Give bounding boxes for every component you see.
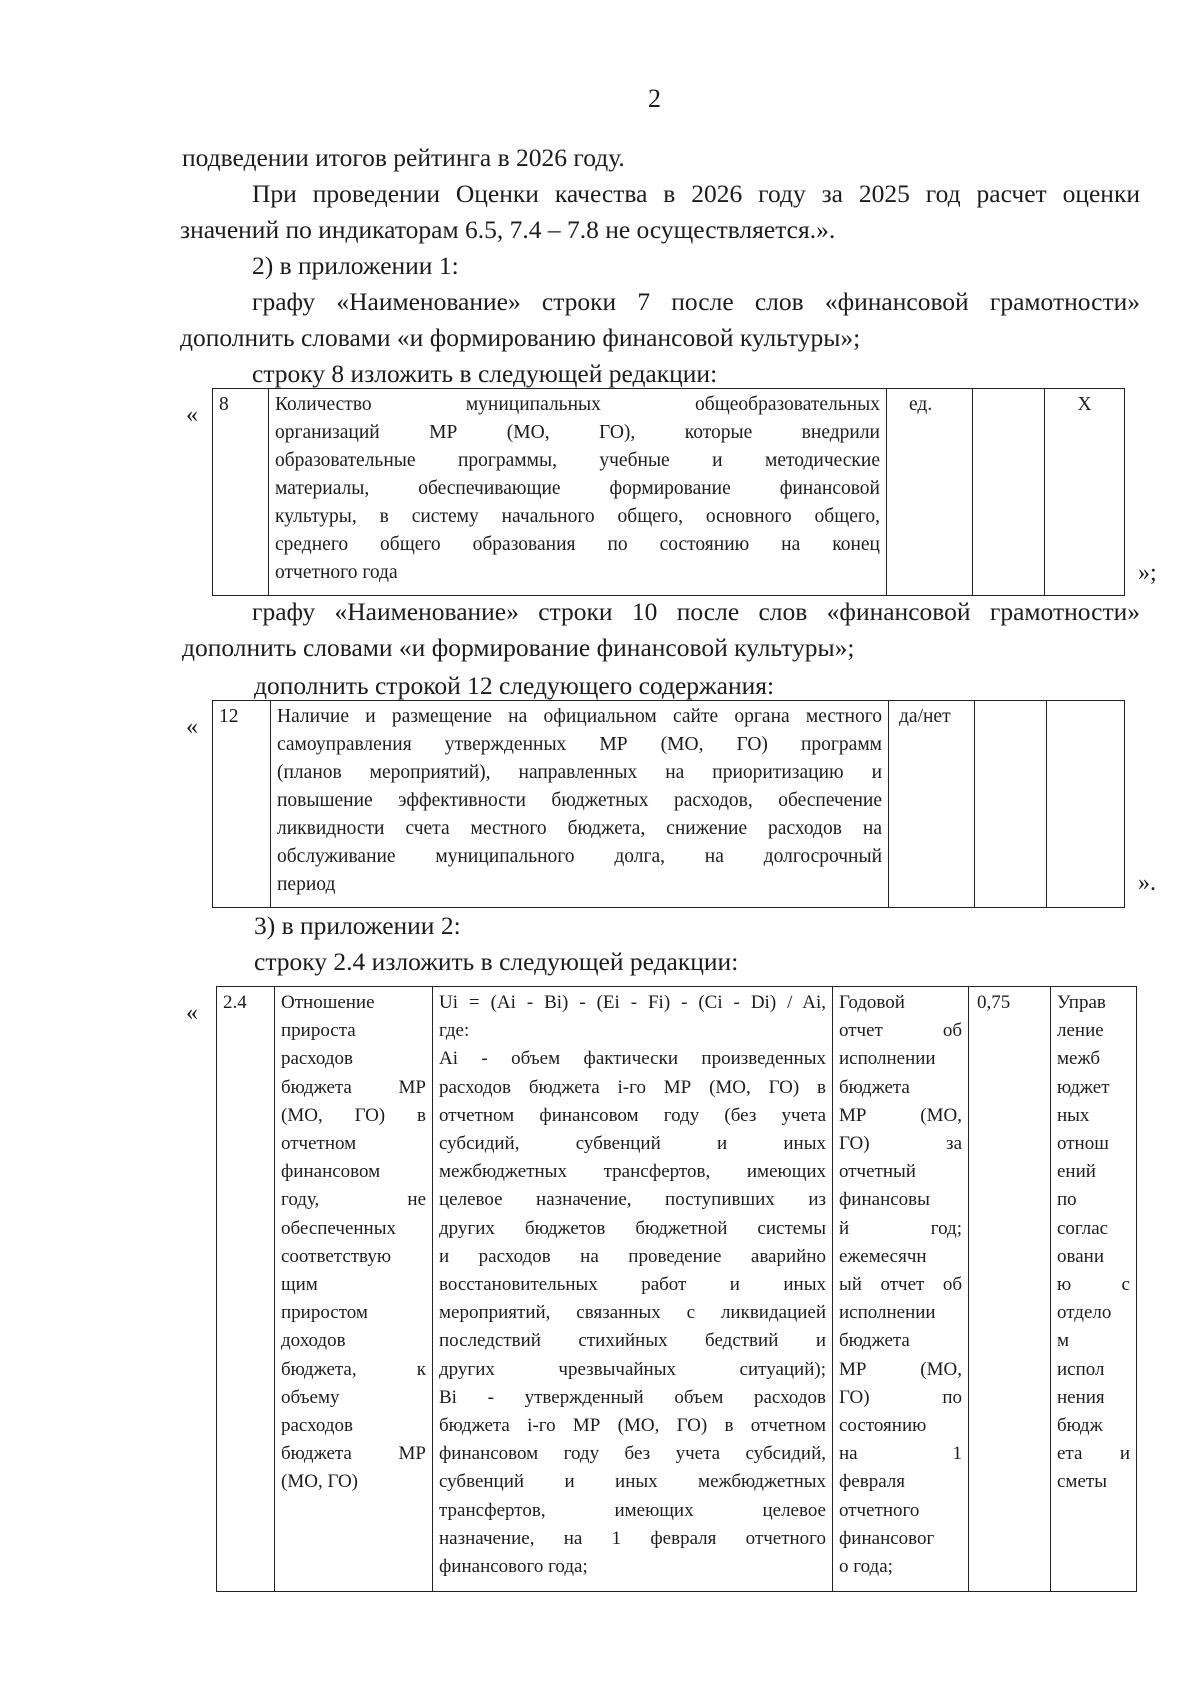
cell-line: приростом [281,1302,368,1324]
cell-line: м [1057,1330,1070,1352]
text-line: строку 2.4 изложить в следующей редакции: [254,947,739,976]
cell-line: ление [1057,1020,1104,1042]
cell-line: финансового года; [439,1556,588,1578]
cell-line: обеспеченных [281,1217,396,1239]
cell-line: бюджета [839,1076,910,1098]
cell-line: испол [1057,1358,1105,1380]
text-line: графу «Наименование» строки 10 после слов «финансовой грамотности» [252,597,1140,626]
cell-line: других чрезвычайных ситуаций); [439,1358,826,1380]
row-number: 2.4 [217,987,275,1592]
open-quote: « [186,402,198,428]
page-number: 2 [648,84,661,113]
unit: ед. [887,389,973,596]
cell-line: Управ [1057,992,1106,1013]
cell-line: период [277,874,336,895]
cell-line: трансфертов, имеющих целевое [439,1499,826,1521]
text-line: При проведении Оценки качества в 2026 году за 2025 год расчет оценки [252,179,1140,208]
cell-line: отчетного [839,1499,920,1521]
text-line: подведении итогов рейтинга в 2026 году. [182,143,625,172]
cell-line: Bi - утвержденный объем расходов [439,1386,826,1408]
cell-line: ликвидности счета местного бюджета, снижение расходов на [277,818,882,839]
cell-line: материалы, обеспечивающие формирование финансовой [275,478,880,499]
text-line: строку 8 изложить в следующей редакции: [252,359,718,388]
cell-line: о года; [839,1556,893,1578]
text-line: дополнить словами «и формирование финансовой культуры»; [182,633,855,662]
cell-line: восстановительных работ и иных [439,1274,826,1296]
cell-line: расходов [281,1048,353,1070]
cell-line: целевое назначение, поступивших из [439,1189,826,1211]
indicator-name [271,701,889,908]
cell-line: исполнении [839,1048,936,1070]
cell-line: состоянию [839,1415,927,1437]
cell-line: (МО, ГО) в [281,1104,426,1126]
mark-cell: Х [1045,389,1125,596]
cell-line: ных [1057,1104,1090,1126]
cell-line: ГО) по [839,1386,962,1408]
cell-line: бюджета i-го МР (МО, ГО) в отчетном [439,1415,826,1437]
cell-line: мероприятий, связанных с ликвидацией [439,1302,826,1324]
cell-line: на 1 [839,1443,962,1465]
cell-line: межбюджетных трансфертов, имеющих [439,1161,826,1183]
cell-line: юджет [1057,1076,1110,1098]
indicator-name [275,987,433,1592]
cell-line: бюджета МР [281,1076,426,1098]
cell-line: Наличие и размещение на официальном сайте органа местного [277,706,882,727]
cell-line: ежемесячн [839,1245,927,1267]
text-line: графу «Наименование» строки 7 после слов «финансовой грамотности» [252,287,1140,316]
cell-line: бюджета МР [281,1443,426,1465]
text-line: значений по индикаторам 6.5, 7.4 – 7.8 не осуществляется.». [180,215,836,244]
indicator-name [269,389,887,596]
cell-line: финансовом [281,1161,381,1183]
close-quote: ». [1138,870,1156,896]
cell-line: МР (МО, [839,1104,962,1126]
cell-line: назначение, на 1 февраля отчетного [439,1527,826,1549]
cell-line: бюджета, к [281,1358,426,1380]
close-quote: »; [1138,560,1157,586]
cell-line: расходов бюджета i-го МР (МО, ГО) в [439,1076,826,1098]
text-line: дополнить строкой 12 следующего содержания: [254,671,775,700]
cell-line: ю с [1057,1274,1130,1296]
cell-line: обслуживание муниципального долга, на долгосрочный [277,846,882,867]
cell-line: культуры, в систему начального общего, основного общего, [275,506,880,527]
table-row-8 [212,388,1125,596]
cell-line: нения [1057,1386,1105,1408]
weight-cell: 0,75 [969,987,1051,1592]
cell-line: Количество муниципальных общеобразовательных [275,394,880,415]
cell-line: Ui = (Ai - Bi) - (Ei - Fi) - (Ci - Di) / Ai, [439,992,826,1013]
row-number: 12 [213,701,271,908]
cell-line: исполнении [839,1302,936,1324]
cell-line: отчетном [281,1133,357,1155]
open-quote: « [186,1000,198,1026]
cell-line: самоуправления утвержденных МР (МО, ГО) программ [277,734,882,755]
cell-line: последствий стихийных бедствий и [439,1330,826,1352]
cell-line: финансовом году без учета субсидий, [439,1443,826,1465]
cell-line: отчетном финансовом году (без учета [439,1104,826,1126]
cell-line: прироста [281,1020,356,1042]
cell-line: овани [1057,1245,1104,1267]
cell-line: февраля [839,1471,906,1493]
empty-cell [1047,701,1125,908]
cell-line: доходов [281,1330,346,1352]
cell-line: ений [1057,1161,1096,1183]
cell-line: Ai - объем фактически произведенных [439,1048,826,1070]
text-line: 2) в приложении 1: [252,251,459,280]
cell-line: соответствую [281,1245,392,1267]
empty-cell [973,389,1045,596]
cell-line: расходов [281,1415,353,1437]
formula-cell [433,987,833,1592]
cell-line: бюдж [1057,1415,1103,1437]
cell-line: финансовог [839,1527,935,1549]
cell-line: отнош [1057,1133,1109,1155]
cell-line: отчетный [839,1161,916,1183]
source-cell [833,987,969,1592]
cell-line: повышение эффективности бюджетных расходов, обеспечение [277,790,882,811]
cell-line: ый отчет об [839,1274,962,1296]
cell-line: сметы [1057,1471,1107,1493]
table-row-12 [212,700,1125,908]
unit: да/нет [889,701,975,908]
empty-cell [975,701,1047,908]
cell-line: межб [1057,1048,1101,1070]
cell-line: отчетного года [275,562,398,583]
cell-line: отчет об [839,1020,962,1042]
cell-line: где: [439,1020,470,1042]
cell-line: объему [281,1386,340,1408]
cell-line: бюджета [839,1330,910,1352]
cell-line: организаций МР (МО, ГО), которые внедрили [275,422,880,443]
cell-line: образовательные программы, учебные и методические [275,450,880,471]
cell-line: ГО) за [839,1133,962,1155]
cell-line: финансовы [839,1189,930,1211]
cell-line: (МО, ГО) [281,1471,359,1493]
cell-line: ета и [1057,1443,1130,1465]
cell-line: щим [281,1274,318,1296]
responsible-cell [1051,987,1137,1592]
cell-line: среднего общего образования по состоянию на конец [275,534,880,555]
cell-line: других бюджетов бюджетной системы [439,1217,826,1239]
cell-line: субвенций и иных межбюджетных [439,1471,826,1493]
cell-line: соглас [1057,1217,1109,1239]
text-line: дополнить словами «и формированию финансовой культуры»; [180,323,861,352]
cell-line: Годовой [839,992,905,1013]
cell-line: Отношение [281,992,375,1013]
open-quote: « [186,714,198,740]
cell-line: отдело [1057,1302,1112,1324]
cell-line: субсидий, субвенций и иных [439,1133,826,1155]
cell-line: году, не [281,1189,426,1211]
cell-line: и расходов на проведение аварийно [439,1245,826,1267]
cell-line: МР (МО, [839,1358,962,1380]
cell-line: по [1057,1189,1077,1211]
cell-line: (планов мероприятий), направленных на приоритизацию и [277,762,882,783]
cell-line: й год; [839,1217,962,1239]
row-number: 8 [213,389,269,596]
table-row-2-4 [216,986,1137,1592]
text-line: 3) в приложении 2: [254,911,461,940]
